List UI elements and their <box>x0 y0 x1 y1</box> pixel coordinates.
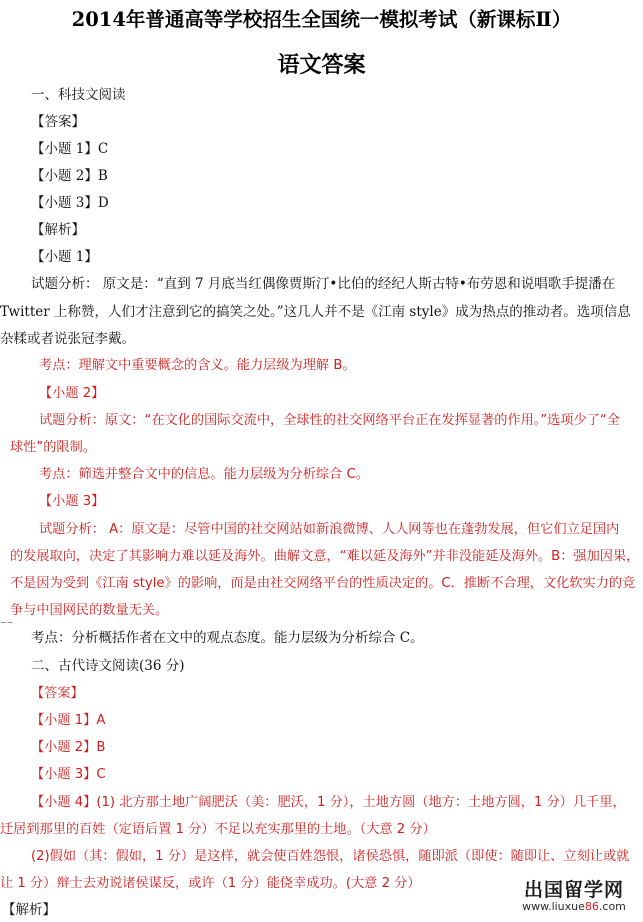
section1-answer-label: 【答案】 <box>31 114 85 130</box>
q3-analysis-line: 的发展取向，决定了其影响力难以延及海外。曲解文意，“难以延及海外”并非没能延及海外。B：强加因果， <box>10 549 640 564</box>
section1-answer-2: 【小题 2】B <box>31 168 108 184</box>
q3-exam-point: 考点：分析概括作者在文中的观点态度。能力层级为分析综合 C。 <box>31 630 424 646</box>
q2-analysis-line: 试题分析：原文：“在文化的国际交流中，全球性的社交网络平台正在发挥显著的作用。”选项少了“全 <box>39 413 620 428</box>
section1-q2-label: 【小题 2】 <box>39 386 105 401</box>
q1-analysis-line: 杂糅或者说张冠李戴。 <box>0 331 135 347</box>
section2-analysis-label: 【解析】 <box>2 902 56 918</box>
margin-mark: ~~ <box>0 618 14 627</box>
q3-analysis-line: 不是因为受到《江南 style》的影响，而是由社交网络平台的性质决定的。C．推断不合理，文化软实力的竞 <box>10 576 636 591</box>
q4-answer-line: 【小题 4】(1) 北方那土地广阔肥沃（美：肥沃，1 分），土地方圆（地方：土地方圆，1 分）几千里， <box>31 795 626 810</box>
watermark-name: 出国留学网 <box>523 879 624 901</box>
section2-heading: 二、古代诗文阅读(36 分) <box>31 658 185 674</box>
q3-analysis-line: 试题分析： A：原文是：尽管中国的社交网站如新浪微博、人人网等也在蓬勃发展，但它们立足国内 <box>39 522 620 537</box>
section1-analysis-label: 【解析】 <box>31 222 85 238</box>
section1-q1-label: 【小题 1】 <box>31 249 98 265</box>
q2-exam-point: 考点：筛选并整合文中的信息。能力层级为分析综合 C。 <box>39 467 369 482</box>
section1-answer-1: 【小题 1】C <box>31 141 109 157</box>
q2-analysis-line: 球性”的限制。 <box>10 440 96 455</box>
site-watermark <box>509 880 639 916</box>
q1-exam-point: 考点：理解文中重要概念的含义。能力层级为理解 B。 <box>39 358 356 373</box>
q3-analysis-line: 争与中国网民的数量无关。 <box>10 603 169 618</box>
q4-answer-line: (2)假如（其：假如，1 分）是这样，就会使百姓怨恨，诸侯恐惧，随即派（即使：随即让、立刻让或就 <box>31 849 630 864</box>
section2-answer-3: 【小题 3】C <box>31 767 106 782</box>
q4-answer-line: 让 1 分）辩士去劝说诸侯谋反，或许（1 分）能侥幸成功。(大意 2 分） <box>0 876 421 891</box>
q1-analysis-line: 试题分析： 原文是：“直到 7 月底当红偶像贾斯汀•比伯的经纪人斯古特•布劳恩和说唱歌手提潘在 <box>31 276 616 292</box>
q1-analysis-line: Twitter 上称赞，人们才注意到它的搞笑之处。”这几人并不是《江南 style》成为热点的推动者。选项信息 <box>0 304 631 320</box>
section2-answer-1: 【小题 1】A <box>31 713 106 728</box>
section2-answer-2: 【小题 2】B <box>31 740 106 755</box>
document-subtitle: 语文答案 <box>277 52 366 78</box>
watermark-url: www.liuxue86.com <box>522 900 626 913</box>
section1-heading: 一、科技文阅读 <box>31 87 126 103</box>
document-title: 2014年普通高等学校招生全国统一模拟考试（新课标Ⅱ） <box>71 8 572 31</box>
section1-q3-label: 【小题 3】 <box>39 494 105 509</box>
section2-answer-label: 【答案】 <box>31 686 84 701</box>
q4-answer-line: 迁居到那里的百姓（定语后置 1 分）不足以充实那里的土地。（大意 2 分） <box>0 822 436 837</box>
section1-answer-3: 【小题 3】D <box>31 195 109 211</box>
